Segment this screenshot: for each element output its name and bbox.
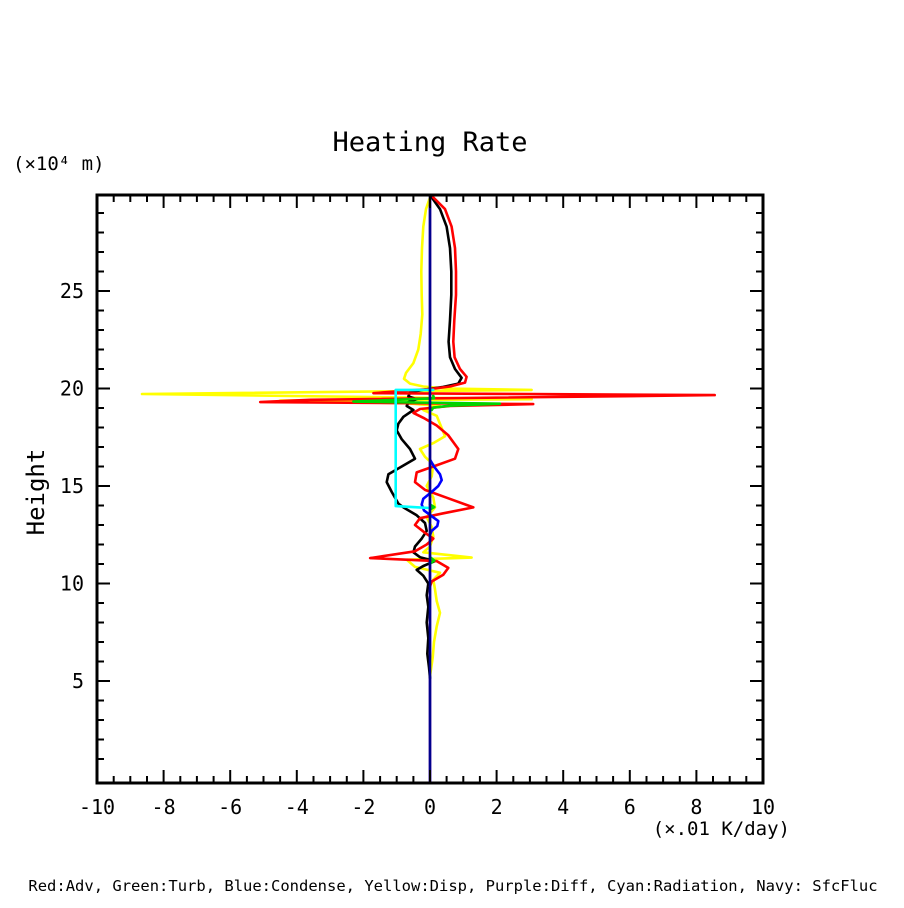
x-tick-label: 10 — [750, 795, 776, 819]
x-axis-unit-label: (×.01 K/day) — [652, 818, 790, 840]
y-tick-label: 5 — [71, 669, 84, 693]
x-tick-label: 8 — [690, 795, 703, 819]
y-tick-label: 10 — [59, 571, 84, 596]
y-tick-label: 20 — [59, 376, 84, 401]
x-tick-label: 6 — [623, 795, 636, 819]
x-tick-label: -6 — [218, 795, 243, 819]
y-tick-label: 15 — [59, 474, 84, 498]
y-tick-label: 25 — [59, 279, 84, 303]
chart-title: Heating Rate — [332, 127, 528, 158]
x-tick-label: -10 — [78, 795, 116, 819]
legend-caption: Red:Adv, Green:Turb, Blue:Condense, Yellow:Disp, Purple:Diff, Cyan:Radiation, Navy: SfcFluc — [28, 877, 878, 895]
x-tick-label: 2 — [490, 795, 503, 819]
x-tick-label: 0 — [423, 795, 437, 819]
x-tick-label: -8 — [151, 795, 176, 819]
x-tick-label: -2 — [351, 795, 376, 819]
x-tick-label: -4 — [284, 795, 309, 819]
y-axis-unit-label: (×10⁴ m) — [13, 153, 105, 175]
x-tick-label: 4 — [557, 795, 570, 819]
y-axis-label: Height — [22, 448, 50, 536]
